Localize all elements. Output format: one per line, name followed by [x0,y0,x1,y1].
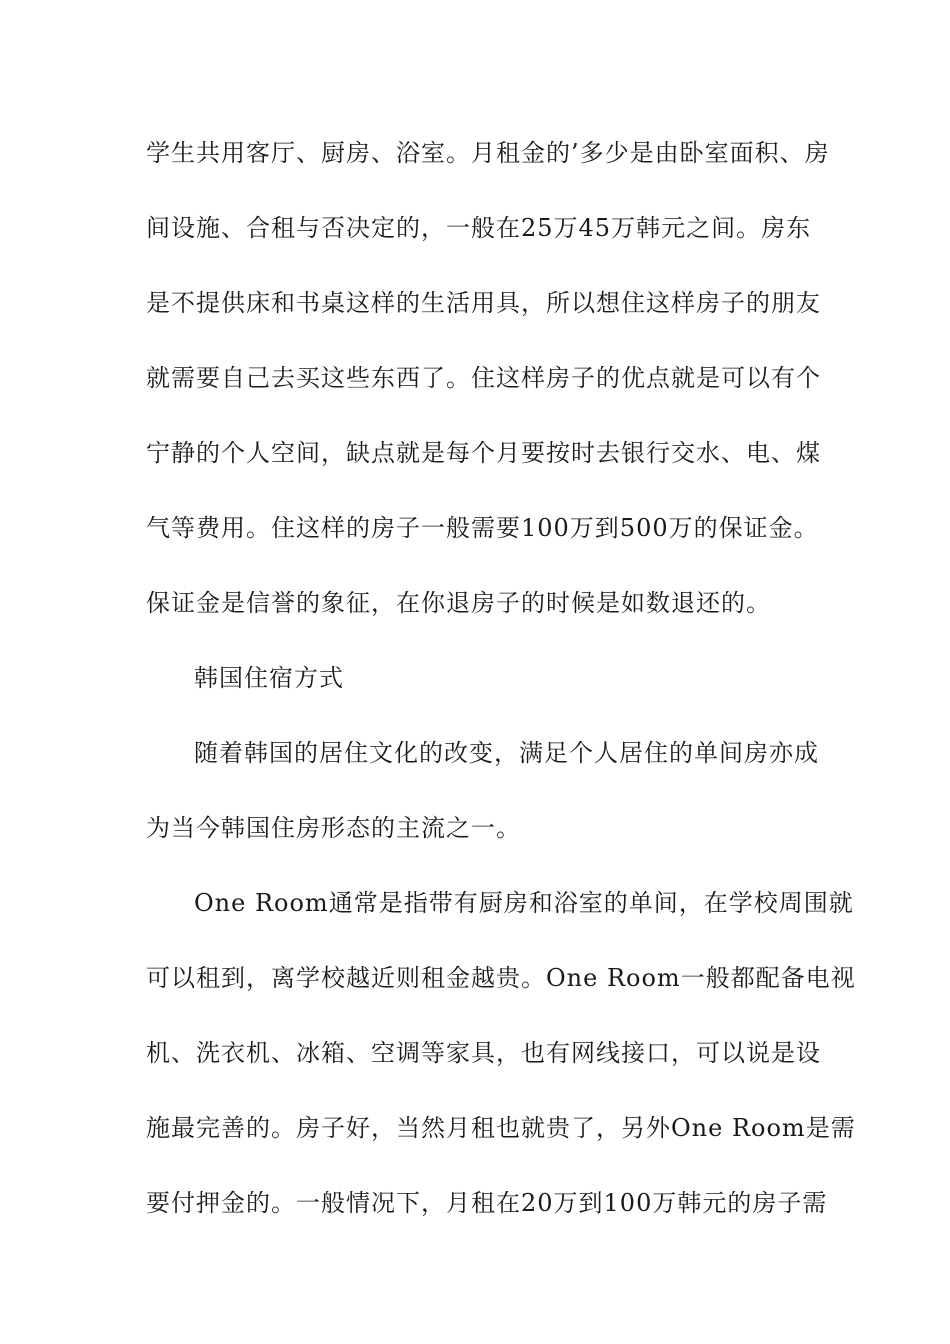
paragraph-line: 学生共用客厅、厨房、浴室。月租金的’多少是由卧室面积、房 [146,139,830,167]
paragraph-line: 为当今韩国住房形态的主流之一。 [146,814,521,842]
paragraph-line: 气等费用。住这样的房子一般需要100万到500万的保证金。 [146,514,819,542]
paragraph-line: One Room通常是指带有厨房和浴室的单间，在学校周围就 [194,889,854,917]
paragraph-line: 可以租到，离学校越近则租金越贵。One Room一般都配备电视 [146,964,856,992]
section-heading: 韩国住宿方式 [194,664,344,692]
paragraph-line: 要付押金的。一般情况下，月租在20万到100万韩元的房子需 [146,1189,828,1217]
paragraph-line: 就需要自己去买这些东西了。住这样房子的优点就是可以有个 [146,364,821,392]
paragraph-line: 机、洗衣机、冰箱、空调等家具，也有网线接口，可以说是设 [146,1039,821,1067]
paragraph-line: 是不提供床和书桌这样的生活用具，所以想住这样房子的朋友 [146,289,821,317]
paragraph-line: 施最完善的。房子好，当然月租也就贵了，另外One Room是需 [146,1114,856,1142]
paragraph-line: 保证金是信誉的象征，在你退房子的时候是如数退还的。 [146,589,771,617]
paragraph-line: 随着韩国的居住文化的改变，满足个人居住的单间房亦成 [194,739,819,767]
paragraph-line: 间设施、合租与否决定的，一般在25万45万韩元之间。房东 [146,214,812,242]
paragraph-line: 宁静的个人空间，缺点就是每个月要按时去银行交水、电、煤 [146,439,821,467]
document-body [146,128,856,1253]
